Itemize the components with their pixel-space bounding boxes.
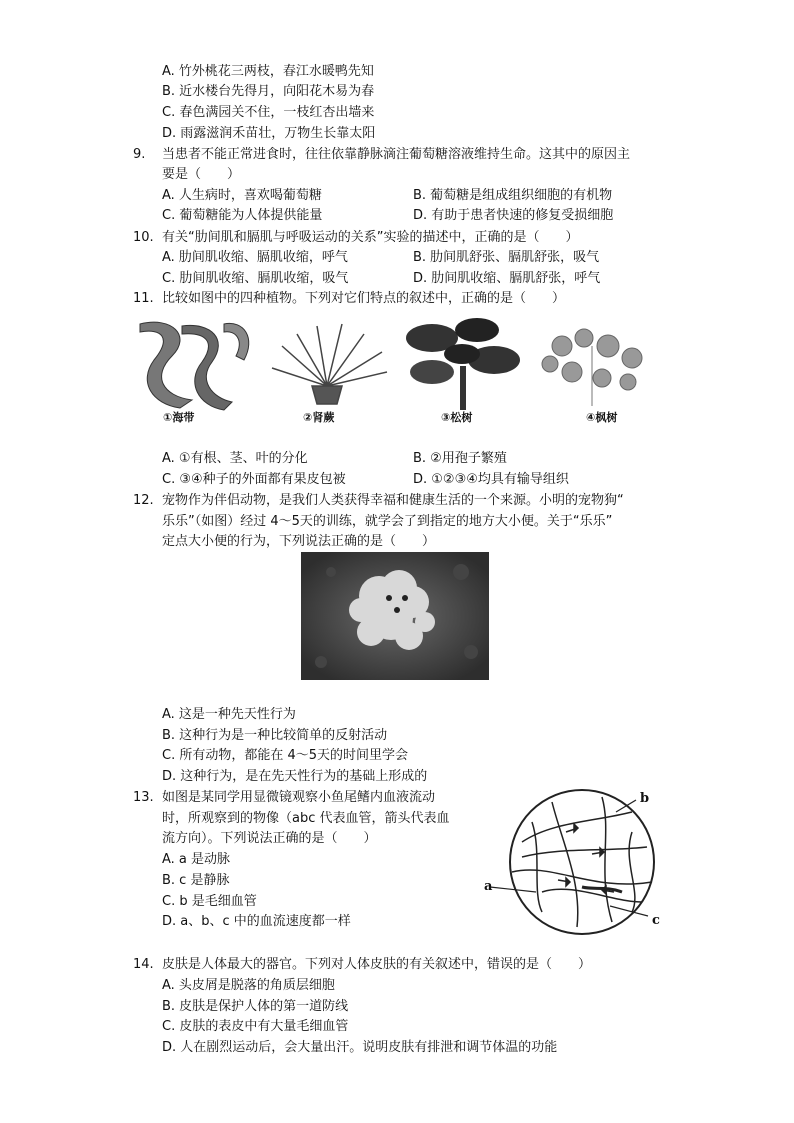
q14-option-d: D. 人在剧烈运动后，会大量出汗。说明皮肤有排泄和调节体温的功能	[162, 1040, 558, 1055]
q13-option-b: B. c 是静脉	[162, 873, 230, 888]
q10-option-d: D. 肋间肌收缩、膈肌舒张，呼气	[413, 271, 601, 286]
q13-option-d: D. a、b、c 中的血流速度都一样	[162, 914, 351, 929]
q12-number: 12.	[133, 493, 154, 508]
q10-number: 10.	[133, 230, 154, 245]
q9-option-a: A. 人生病时，喜欢喝葡萄糖	[162, 188, 322, 203]
q9-option-d: D. 有助于患者快速的修复受损细胞	[413, 208, 614, 223]
q12-option-d: D. 这种行为，是在先天性行为的基础上形成的	[162, 769, 428, 784]
q12-option-b: B. 这种行为是一种比较简单的反射活动	[162, 728, 388, 743]
q10-option-a: A. 肋间肌收缩、膈肌收缩，呼气	[162, 250, 348, 265]
q11-stem: 比较如图中的四种植物。下列对它们特点的叙述中，正确的是（ ）	[162, 291, 566, 306]
q9-option-b: B. 葡萄糖是组成组织细胞的有机物	[413, 188, 613, 203]
caption-kelp: ①海带	[163, 411, 195, 424]
q10-option-b: B. 肋间肌舒张、膈肌舒张，吸气	[413, 250, 600, 265]
q11-option-d: D. ①②③④均具有输导组织	[413, 472, 569, 487]
q12-option-c: C. 所有动物，都能在 4～5天的时间里学会	[162, 748, 409, 763]
q12-stem-line2: 乐乐”（如图）经过 4～5天的训练，就学会了到指定的地方大小便。关于“乐乐”	[162, 514, 613, 529]
q9-stem-line2: 要是（ ）	[162, 167, 241, 182]
maple-illustration	[542, 329, 642, 406]
q11-number: 11.	[133, 291, 154, 306]
q14-option-b: B. 皮肤是保护人体的第一道防线	[162, 999, 349, 1014]
q8-option-c: C. 春色满园关不住，一枝红杏出墙来	[162, 105, 375, 120]
pine-illustration	[406, 318, 520, 410]
label-c: c	[652, 913, 660, 928]
q10-stem: 有关“肋间肌和膈肌与呼吸运动的关系”实验的描述中，正确的是（ ）	[162, 230, 579, 245]
q8-option-d: D. 雨露滋润禾苗壮，万物生长靠太阳	[162, 126, 376, 141]
q9-option-c: C. 葡萄糖能为人体提供能量	[162, 208, 323, 223]
q8-option-a: A. 竹外桃花三两枝，春江水暖鸭先知	[162, 64, 374, 79]
q13-option-a: A. a 是动脉	[162, 852, 231, 867]
label-a: a	[484, 879, 493, 894]
q13-stem-line3: 流方向）。下列说法正确的是（ ）	[162, 831, 377, 846]
q13-stem-line1: 如图是某同学用显微镜观察小鱼尾鳍内血液流动	[162, 790, 436, 805]
q11-option-c: C. ③④种子的外面都有果皮包被	[162, 472, 346, 487]
q12-option-a: A. 这是一种先天性行为	[162, 707, 296, 722]
q14-option-c: C. 皮肤的表皮中有大量毛细血管	[162, 1019, 349, 1034]
q10-option-c: C. 肋间肌收缩、膈肌收缩，吸气	[162, 271, 349, 286]
blood-vessel-diagram	[482, 782, 672, 942]
kelp-illustration	[140, 322, 249, 410]
caption-maple: ④枫树	[586, 411, 618, 424]
q8-option-b: B. 近水楼台先得月，向阳花木易为春	[162, 84, 375, 99]
caption-pine: ③松树	[441, 411, 473, 424]
q14-number: 14.	[133, 957, 154, 972]
q12-stem-line3: 定点大小便的行为，下列说法正确的是（ ）	[162, 534, 436, 549]
q13-stem-line2: 时，所观察到的物像（abc 代表血管，箭头代表血	[162, 811, 450, 826]
q11-option-a: A. ①有根、茎、叶的分化	[162, 451, 308, 466]
q13-number: 13.	[133, 790, 154, 805]
q13-option-c: C. b 是毛细血管	[162, 894, 257, 909]
plants-figure	[132, 316, 662, 426]
q9-stem-line1: 当患者不能正常进食时，往往依靠静脉滴注葡萄糖溶液维持生命。这其中的原因主	[162, 147, 631, 162]
q9-number: 9.	[133, 147, 146, 162]
fern-illustration	[272, 324, 387, 404]
caption-fern: ②肾蕨	[303, 411, 335, 424]
q12-stem-line1: 宠物作为伴侣动物，是我们人类获得幸福和健康生活的一个来源。小明的宠物狗“	[162, 493, 624, 508]
label-b: b	[640, 791, 650, 806]
dog-photo	[301, 552, 489, 680]
q14-option-a: A. 头皮屑是脱落的角质层细胞	[162, 978, 335, 993]
q11-option-b: B. ②用孢子繁殖	[413, 451, 507, 466]
q14-stem: 皮肤是人体最大的器官。下列对人体皮肤的有关叙述中，错误的是（ ）	[162, 957, 592, 972]
